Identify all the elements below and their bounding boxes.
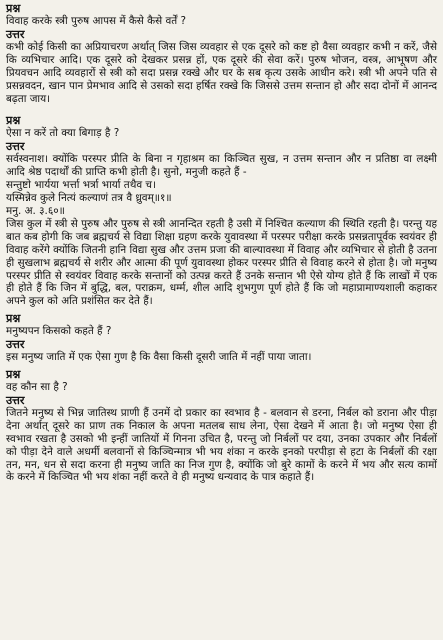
qa-section-1: [6, 2, 437, 105]
answer-paragraph: जिस कुल में स्त्री से पुरुष और पुरुष से स्त्री आनन्दित रहती है उसी में निश्चित कल्याण की स्थिति रहती है। परन्तु यह बात कब होगी कि जब ब्रह्मचर्य से विद्या शिक्षा ग्रहण करके युवावस्था में परस्पर परीक्षा करके प्रसन्नतापूर्वक स्वयंवर ही विवाह करेंगे क्योंकि जितनी हानि विद्या सुख और उत्तम प्रजा की बाल्यावस्था में विवाह और व्यभिचार से होती है उतना ही सुखलाभ ब्रह्मचर्य से शरीर और आत्मा की पूर्ण युवावस्था होकर परस्पर प्रीति से विवाह करने से होता है। जो मनुष्य परस्पर प्रीति से स्वयंवर विवाह करके सन्तानों को उत्पन्न करते हैं उनके सन्तान भी ऐसे योग्य होते हैं कि लाखों में एक ही होते हैं कि जिन में बुद्धि, बल, पराक्रम, धर्म्म, शील आदि शुभगुण पूर्ण होते हैं कि जो महाप्रामाण्यशाली कहाकर अपने कुल को अति प्रशंसित कर देते हैं।: [6, 217, 437, 308]
qa-section-2: [6, 114, 437, 308]
question-heading: प्रश्न: [6, 114, 21, 128]
verse-line: सन्तुष्टो भार्यया भर्त्ता भर्त्रा भार्या तथैव च।: [6, 179, 156, 192]
qa-section-4: [6, 368, 437, 484]
answer-paragraph: इस मनुष्य जाति में एक ऐसा गुण है कि वैसा किसी दूसरी जाति में नहीं पाया जाता।: [6, 351, 312, 364]
answer-heading: उत्तर: [6, 393, 25, 407]
answer-paragraph: जितने मनुष्य से भिन्न जातिस्थ प्राणी हैं उनमें दो प्रकार का स्वभाव है - बलवान से डरना, निर्बल को डराना और पीड़ा देना अर्थात् दूसरे का प्राण तक निकाल के अपना मतलब साध लेना, ऐसा देखने में आता है। जो मनुष्य ऐसा ही स्वभाव रखता है उसको भी इन्हीं जातियों में गिनना उचित है, परन्तु जो निर्बलों पर दया, उनका उपकार और निर्बलों को पीड़ा देने वाले अधर्मी बलवानों से किञ्चिन्मात्र भी भय शंका न करके इनको परपीड़ा से हटा के निर्बलों की रक्षा तन, मन, धन से सदा करना ही मनुष्य जाति का निज गुण है, क्योंकि जो बुरे कामों के करने में भय और सत्य कामों के करने में किञ्चित भी भय शंका नहीं करते वे ही मनुष्य धन्यवाद के पात्र कहाते हैं।: [6, 406, 437, 484]
verse-citation: मनु. अ. ३.६०॥: [6, 204, 65, 217]
question-heading: प्रश्न: [6, 368, 21, 382]
question-text: वह कौन सा है ?: [6, 381, 68, 394]
answer-paragraph: कभी कोई किसी का अप्रियाचरण अर्थात् जिस जिस व्यवहार से एक दूसरे को कष्ट हो वैसा व्यवहार कभी न करें, जैसे कि व्यभिचार आदि। एक दूसरे को देखकर प्रसन्न हों, एक दूसरे की सेवा करें। पुरुष भोजन, वस्त्र, आभूषण और प्रियवचन आदि व्यवहारों से स्त्री को सदा प्रसन्न रक्खे और घर के सब कृत्य उसके आधीन करे। स्त्री भी अपने पति से प्रसन्नवदन, खान पान प्रेमभाव आदि से उसको सदा हर्षित रक्खे कि जिससे उत्तम सन्तान हो और सदा दोनों में आनन्द बढ़ता जाय।: [6, 40, 437, 105]
question-heading: प्रश्न: [6, 2, 21, 15]
qa-section-3: [6, 312, 437, 364]
question-text: मनुष्यपन किसको कहते हैं ?: [6, 325, 112, 338]
verse-line: यस्मिन्नेव कुले नित्यं कल्याणं तत्र वै ध्रुवम्॥१॥: [6, 192, 172, 205]
question-heading: प्रश्न: [6, 312, 21, 326]
answer-heading: उत्तर: [6, 27, 25, 41]
answer-heading: उत्तर: [6, 140, 25, 154]
answer-heading: उत्तर: [6, 338, 25, 352]
question-text: ऐसा न करें तो क्या बिगाड़ है ?: [6, 127, 120, 140]
answer-paragraph: सर्वस्वनाश। क्योंकि परस्पर प्रीति के बिना न गृहाश्रम का किञ्चित सुख, न उत्तम सन्तान और न प्रतिष्ठा वा लक्ष्मी आदि श्रेष्ठ पदार्थों की प्राप्ति कभी होती है। सुनो, मनुजी कहते हैं -: [6, 153, 437, 179]
question-text: विवाह करके स्त्री पुरुष आपस में कैसे कैसे वर्तें ?: [6, 15, 186, 27]
